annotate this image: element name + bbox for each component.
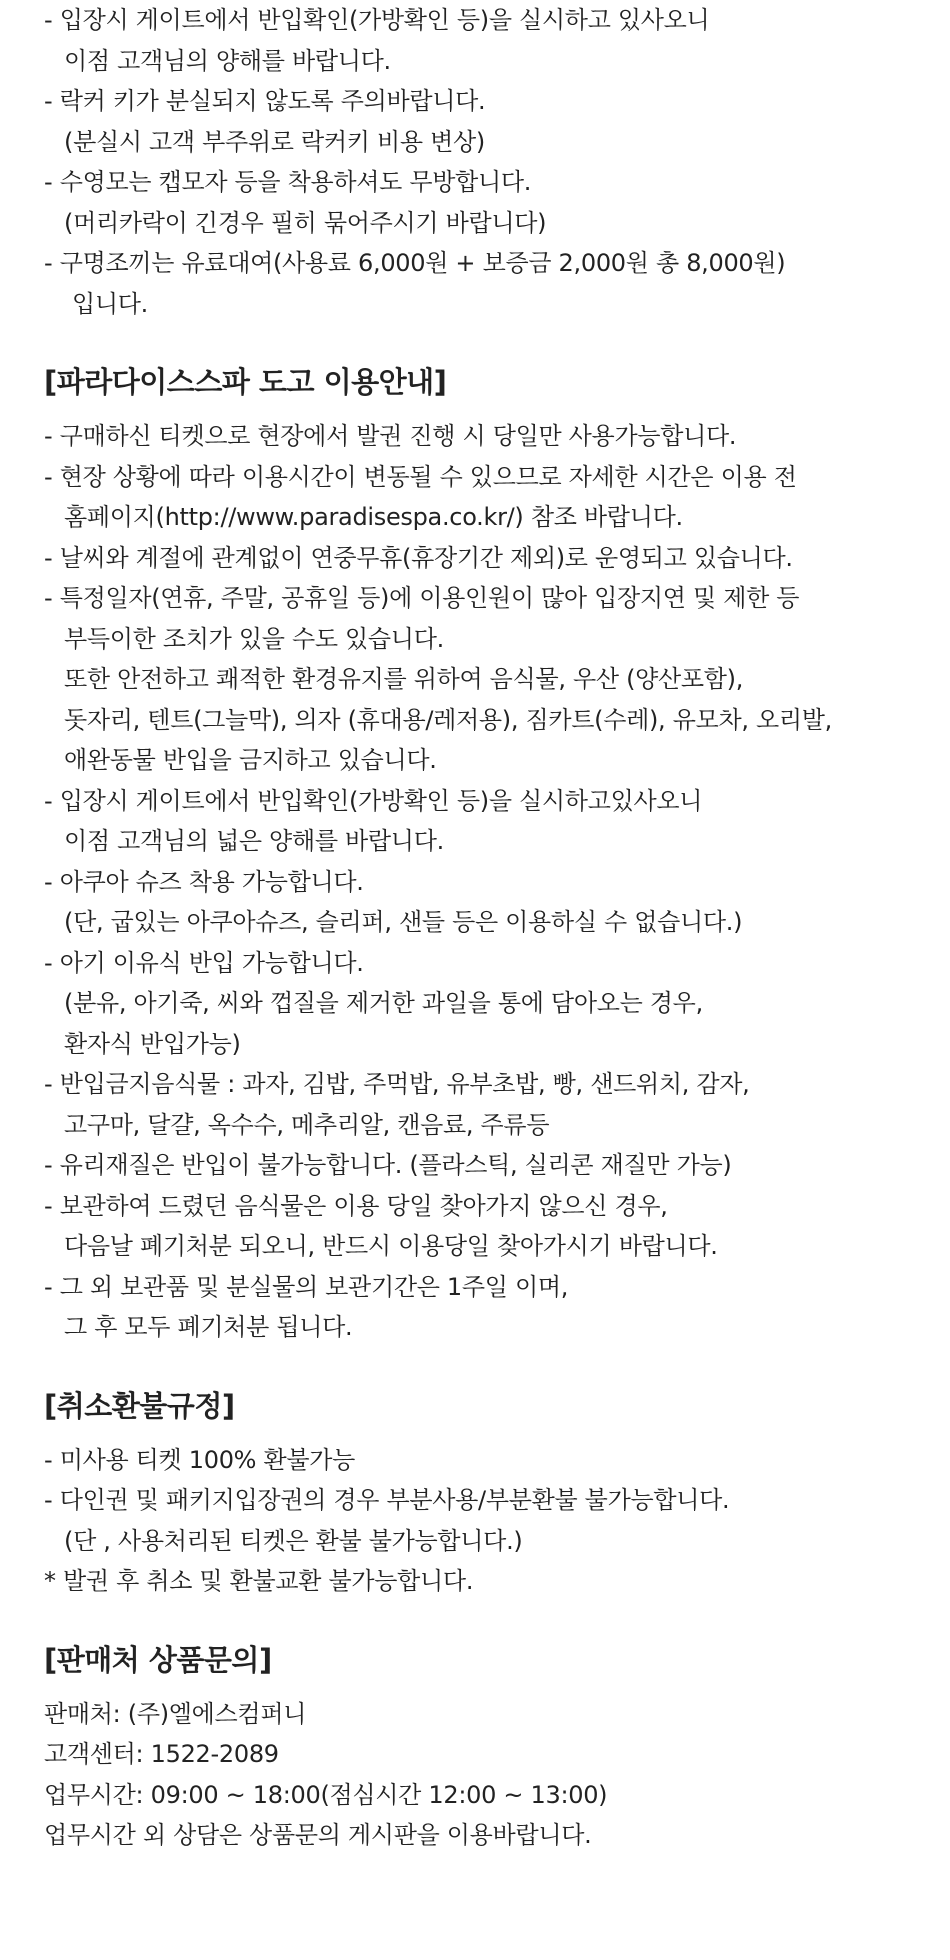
seller-name: 판매처: (주)엘에스컴퍼니 [44,1699,307,1728]
intro-notice [44,0,950,324]
usage-guide-heading: [파라다이스스파 도고 이용안내] [44,365,447,399]
notice-line: (분실시 고객 부주위로 락커키 비용 변상) [64,127,485,156]
usage-line: 부득이한 조치가 있을 수도 있습니다. [64,624,444,653]
notice-line: 이점 고객님의 양해를 바랍니다. [64,46,391,75]
refund-policy-section [44,1440,950,1602]
usage-line: - 그 외 보관품 및 분실물의 보관기간은 1주일 이며, [44,1272,569,1301]
after-hours-notice: 업무시간 외 상담은 상품문의 게시판을 이용바랍니다. [44,1821,592,1849]
usage-line: - 입장시 게이트에서 반입확인(가방확인 등)을 실시하고있사오니 [44,786,703,815]
usage-line: - 유리재질은 반입이 불가능합니다. (플라스틱, 실리콘 재질만 가능) [44,1151,732,1179]
usage-line: - 특정일자(연휴, 주말, 공휴일 등)에 이용인원이 많아 입장지연 및 제한 등 [44,584,800,612]
refund-line: * 발권 후 취소 및 환불교환 불가능합니다. [44,1567,474,1595]
usage-guide-section [44,416,950,1348]
usage-line: - 반입금지음식물 : 과자, 김밥, 주먹밥, 유부초밥, 빵, 샌드위치, 감자, [44,1070,750,1098]
usage-line: (분유, 아기죽, 씨와 껍질을 제거한 과일을 통에 담아오는 경우, [64,989,703,1017]
seller-inquiry-section [44,1694,950,1856]
notice-line: (머리카락이 긴경우 필히 묶어주시기 바랍니다) [64,208,547,237]
notice-line: - 구명조끼는 유료대여(사용료 6,000원 + 보증금 2,000원 총 8,000원) [44,249,786,277]
usage-line: 이점 고객님의 넓은 양해를 바랍니다. [64,827,444,855]
usage-line: - 보관하여 드렸던 음식물은 이용 당일 찾아가지 않으신 경우, [44,1191,668,1220]
notice-line: 입니다. [72,289,148,318]
usage-line: - 구매하신 티켓으로 현장에서 발권 진행 시 당일만 사용가능합니다. [44,422,737,450]
notice-line: - 수영모는 캡모자 등을 착용하셔도 무방합니다. [44,168,532,196]
refund-line: (단 , 사용처리된 티켓은 환불 불가능합니다.) [64,1526,523,1555]
usage-line: 다음날 폐기처분 되오니, 반드시 이용당일 찾아가시기 바랍니다. [64,1232,718,1260]
notice-line: - 락커 키가 분실되지 않도록 주의바랍니다. [44,87,486,115]
notice-line: - 입장시 게이트에서 반입확인(가방확인 등)을 실시하고 있사오니 [44,6,710,34]
usage-line: - 아쿠아 슈즈 착용 가능합니다. [44,867,364,896]
usage-line: 고구마, 달걀, 옥수수, 메추리알, 캔음료, 주류등 [64,1110,550,1139]
usage-line: - 날씨와 계절에 관계없이 연중무휴(휴장기간 제외)로 운영되고 있습니다. [44,543,793,572]
usage-line: 그 후 모두 폐기처분 됩니다. [64,1313,353,1341]
usage-line: 또한 안전하고 쾌적한 환경유지를 위하여 음식물, 우산 (양산포함), [64,665,744,693]
refund-line: - 미사용 티켓 100% 환불가능 [44,1445,356,1474]
usage-line: (단, 굽있는 아쿠아슈즈, 슬리퍼, 샌들 등은 이용하실 수 없습니다.) [64,908,743,936]
customer-center-phone: 고객센터: 1522-2089 [44,1740,279,1768]
usage-line: 홈페이지(http://www.paradisespa.co.kr/) 참조 바랍니다. [64,503,683,531]
refund-line: - 다인권 및 패키지입장권의 경우 부분사용/부분환불 불가능합니다. [44,1486,730,1514]
refund-policy-heading: [취소환불규정] [44,1388,235,1423]
business-hours: 업무시간: 09:00 ~ 18:00(점심시간 12:00 ~ 13:00) [44,1780,608,1809]
seller-inquiry-heading: [판매처 상품문의] [44,1642,272,1677]
usage-line: - 아기 이유식 반입 가능합니다. [44,948,364,977]
usage-line: 환자식 반입가능) [64,1029,241,1058]
usage-line: 돗자리, 텐트(그늘막), 의자 (휴대용/레저용), 짐카트(수레), 유모차, 오리발, [64,705,832,734]
usage-line: - 현장 상황에 따라 이용시간이 변동될 수 있으므로 자세한 시간은 이용 전 [44,462,797,491]
usage-line: 애완동물 반입을 금지하고 있습니다. [64,746,437,774]
